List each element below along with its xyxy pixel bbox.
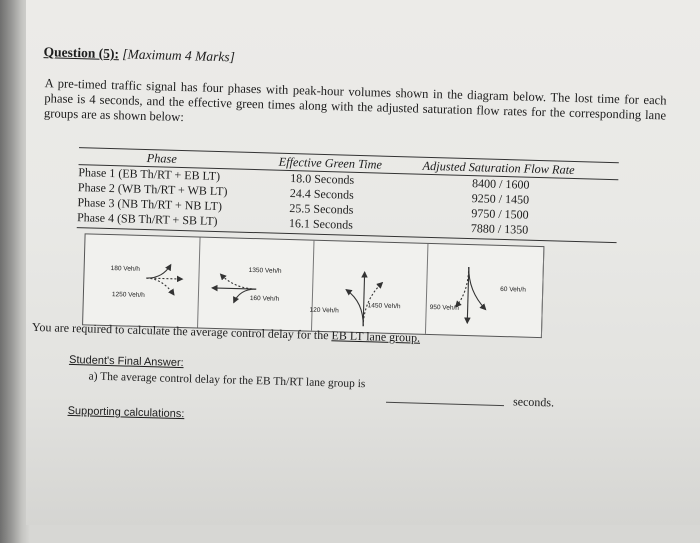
question-title xyxy=(43,44,235,65)
p1-left-arrow xyxy=(146,264,170,279)
row-green: 16.1 Seconds xyxy=(288,216,354,232)
p3-left-volume: 120 Veh/h xyxy=(309,306,339,315)
p4-left-arrow xyxy=(468,267,487,309)
row-flow: 9250 / 1450 xyxy=(471,191,530,207)
p4-through-volume: 950 Veh/h xyxy=(429,303,460,312)
row-green: 24.4 Seconds xyxy=(289,186,354,202)
phase-table xyxy=(76,147,609,237)
p2-right-arrow xyxy=(220,274,256,289)
row-phase: Phase 1 (EB Th/RT + EB LT) xyxy=(78,165,221,184)
p2-left-volume: 160 Veh/h xyxy=(249,294,280,303)
p2-through-volume: 1350 Veh/h xyxy=(248,266,282,275)
p1-left-volume: 180 Veh/h xyxy=(110,265,141,273)
question-intro: A pre-timed traffic signal has four phases with peak-hour volumes shown in the diagram below. The lost time for each phase is 4 seconds, and the effective green times along with the adjusted saturation flow rates for the corresponding lane groups are as shown below: xyxy=(43,76,667,125)
movement-arrows xyxy=(83,234,543,337)
row-flow: 8400 / 1600 xyxy=(471,176,530,192)
header-phase: Phase xyxy=(146,151,177,166)
instruction-lane-group: EB LT lane group. xyxy=(331,328,421,345)
question-number: Question (5): xyxy=(43,44,120,62)
answer-blank-line[interactable] xyxy=(386,402,504,406)
p4-left-volume: 60 Veh/h xyxy=(500,285,526,294)
row-green: 25.5 Seconds xyxy=(289,201,354,217)
header-flow: Adjusted Saturation Flow Rate xyxy=(422,158,575,177)
p4-right-arrow xyxy=(456,267,469,307)
p3-left-arrow xyxy=(345,290,364,326)
row-phase: Phase 4 (SB Th/RT + SB LT) xyxy=(76,210,218,229)
question-marks: [Maximum 4 Marks] xyxy=(122,46,236,65)
supporting-calculations-label: Supporting calculations: xyxy=(67,404,185,421)
instruction-main: You are required to calculate the average control delay for the xyxy=(31,319,332,343)
p1-through-volume: 1250 Veh/h xyxy=(111,291,145,300)
header-green: Effective Green Time xyxy=(278,154,383,172)
row-phase: Phase 3 (NB Th/RT + NB LT) xyxy=(77,195,223,214)
answer-part-a: a) The average control delay for the EB Th/RT lane group is xyxy=(88,370,366,391)
p2-through-arrow xyxy=(212,288,256,289)
p3-through-volume: 1450 Veh/h xyxy=(367,302,401,311)
answer-heading: Student's Final Answer: xyxy=(68,353,184,370)
row-green: 18.0 Seconds xyxy=(290,171,355,187)
row-flow: 7880 / 1350 xyxy=(470,221,529,237)
row-flow: 9750 / 1500 xyxy=(471,206,529,222)
row-phase: Phase 2 (WB Th/RT + WB LT) xyxy=(77,180,228,199)
answer-unit: seconds. xyxy=(512,394,555,410)
p1-right-arrow xyxy=(146,278,174,295)
